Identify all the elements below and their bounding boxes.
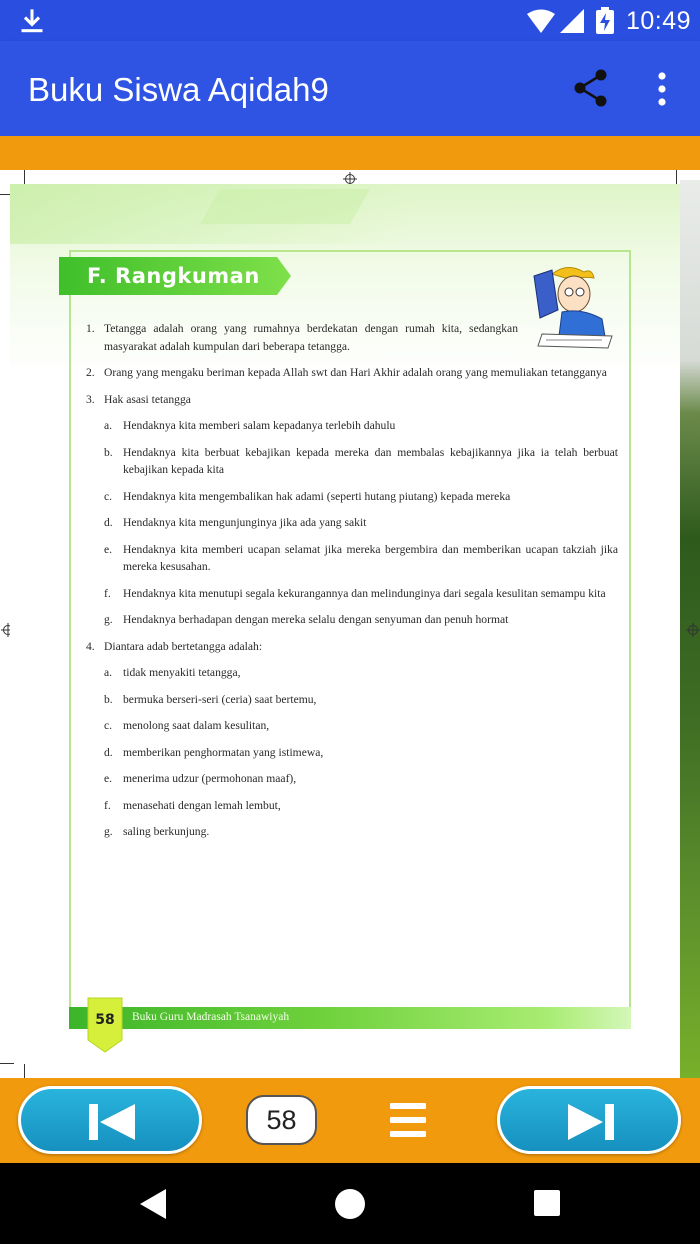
cellular-icon	[560, 9, 584, 33]
sub-list-item: a. tidak menyakiti tetangga,	[104, 666, 241, 679]
home-icon[interactable]	[335, 1189, 365, 1219]
page-footer-text: Buku Guru Madrasah Tsanawiyah	[132, 1011, 290, 1023]
book-page-viewer[interactable]	[0, 170, 700, 1078]
back-icon[interactable]	[138, 1187, 168, 1221]
more-vert-icon[interactable]	[650, 71, 674, 107]
page-number-badge: 58	[86, 996, 124, 1054]
battery-charging-icon	[596, 7, 614, 34]
system-navigation-bar	[0, 1163, 700, 1244]
previous-page-button[interactable]	[18, 1086, 202, 1154]
sub-list-item: e. Hendaknya kita memberi ucapan selamat jika mereka bergembira dan memberikan ucapan takziah jika mereka kesusahan.	[104, 542, 618, 573]
registration-mark-icon	[686, 623, 700, 637]
list-item: 3. Hak asasi tetangga	[86, 392, 191, 406]
section-title: F. Rangkuman	[87, 264, 260, 288]
summary-content	[80, 320, 618, 850]
crop-mark	[0, 1063, 14, 1064]
crop-mark	[676, 170, 677, 184]
next-page-button[interactable]	[497, 1086, 681, 1154]
sub-list-item: e. menerima udzur (permohonan maaf),	[104, 772, 297, 785]
reader-control-bar	[0, 1078, 700, 1163]
sub-list-item: g. saling berkunjung.	[104, 825, 210, 838]
sub-list-item: g. Hendaknya berhadapan dengan mereka selalu dengan senyuman dan penuh hormat	[104, 613, 509, 626]
section-title-banner	[59, 257, 291, 295]
sub-list-item: a. Hendaknya kita memberi salam kepadanya terlebih dahulu	[104, 419, 396, 432]
sub-list-item: d. Hendaknya kita mengunjunginya jika ada yang sakit	[104, 516, 367, 529]
book-page	[10, 184, 680, 1054]
download-icon	[18, 7, 46, 35]
sub-list-item: c. menolong saat dalam kesulitan,	[104, 719, 270, 732]
page-footer-bar	[69, 1007, 631, 1029]
page-number-indicator[interactable]: 58	[246, 1095, 317, 1145]
crop-mark	[24, 170, 25, 184]
app-title: Buku Siswa Aqidah9	[28, 71, 329, 108]
list-item: 1. Tetangga adalah orang yang rumahnya berdekatan dengan rumah kita, sedangkan masyarakat adalah kumpulan dari beberapa tetangga.	[86, 322, 518, 353]
sub-list-item: b. bermuka berseri-seri (ceria) saat bertemu,	[104, 692, 317, 706]
sub-list-item: d. memberikan penghormatan yang istimewa,	[104, 745, 324, 759]
skip-next-icon	[566, 1102, 616, 1142]
list-item: 4. Diantara adab bertetangga adalah:	[86, 639, 263, 653]
sub-list-item: f. menasehati dengan lemah lembut,	[104, 798, 281, 812]
sub-list-item: c. Hendaknya kita mengembalikan hak adami (seperti hutang piutang) kepada mereka	[104, 489, 511, 503]
status-time: 10:49	[626, 7, 692, 35]
app-bar	[0, 41, 700, 136]
top-orange-strip	[0, 136, 700, 170]
crop-mark	[24, 1064, 25, 1078]
recents-icon[interactable]	[534, 1190, 560, 1216]
list-item: 2. Orang yang mengaku beriman kepada Allah swt dan Hari Akhir adalah orang yang memuliakan tetangganya	[86, 366, 607, 379]
sub-list-item: b. Hendaknya kita berbuat kebajikan kepada mereka dan membalas kebajikannya jika ia telah berbuat kebajikan kepada kita	[104, 445, 618, 476]
wifi-icon	[527, 9, 555, 33]
skip-previous-icon	[87, 1102, 137, 1142]
status-bar	[0, 0, 700, 41]
menu-icon[interactable]	[389, 1100, 427, 1140]
sub-list-item: f. Hendaknya kita menutupi segala kekurangannya dan melindunginya dari segala kesulitan semampu kita	[104, 586, 606, 600]
share-icon[interactable]	[573, 69, 609, 107]
